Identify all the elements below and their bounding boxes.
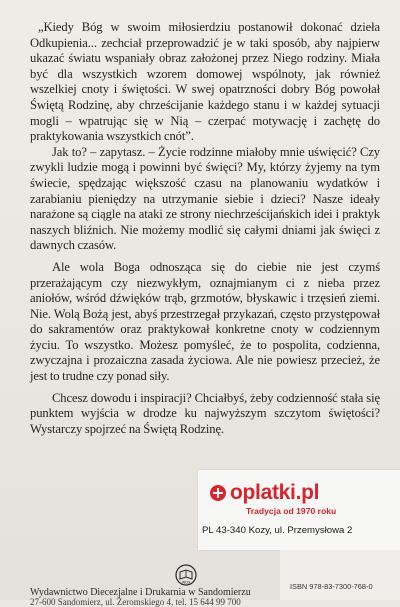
paragraph-quote: „Kiedy Bóg w swoim miłosierdziu postanowił dokonać dzieła Odkupienia... zechciał przeprowadzić je w taki sposób, aby najpierw ukazać światu wspaniały obraz założonej przez Niego rodziny. Miała być dla wszystkich wzorem domowej wspólnoty, jak również wszelkiej cnoty i świętości. W swej opatrzności dobry Bóg powołał Świętą Rodzinę, aby chrześcijanie każdego stanu i w każdej sytuacji mogli – wpatrując się w Nią – czerpać motywację i zachętę do praktykowania wszystkich cnót”. [30,20,380,144]
barcode-area [280,550,400,600]
sticker-logo [210,482,400,504]
sticker-brand: oplatki.pl [230,481,320,504]
wds-book-logo-icon [175,564,197,586]
publisher-address: 27-600 Sandomierz, ul. Żeromskiego 4, tel. 15 644 99 700 [30,597,241,607]
sticker-address: PL 43-340 Kozy, ul. Przemysłowa 2 [202,525,353,536]
body-text [30,20,380,437]
shop-sticker [198,470,400,550]
paragraph-inspiration: Chcesz dowodu i inspiracji? Chciałbyś, żeby codzienność stała się punktem wyjścia w drodze ku najwyższym szczytom świętości? Wystarczy spojrzeć na Świętą Rodzinę. [30,390,380,436]
sticker-tagline: Tradycja od 1970 roku [246,506,337,516]
paragraph-question: Jak to? – zapytasz. – Życie rodzinne miałoby mnie uświęcić? Czy zwykli ludzie mogą i powinni być święci? My, którzy żyjemy na tym świecie, spędzając większość czasu na planowaniu wydatków i zarabianiu pieniędzy na utrzymanie siebie i dzieci? Nasze ideały narażone są ciągle na ataki ze strony niechrześcijańskich idei i praktyk naszych bliźnich. Nie możemy modlić się całymi dniami jak święci z dawnych czasów. [30,144,380,253]
publisher-name: Wydawnictwo Diecezjalne i Drukarnia w Sandomierzu [30,587,251,598]
publisher-logo-text: WDS [181,580,191,585]
isbn-number: ISBN 978-83-7300-768-0 [290,582,373,591]
paragraph-will-of-god: Ale wola Boga odnosząca się do ciebie nie jest czymś przerażającym czy niezwykłym, oznajmianym ci z nieba przez aniołów, wśród dźwięków trąb, grzmotów, błyskawic i trzęsień ziemi. Nie. Wolą Bożą jest, abyś przestrzegał przykazań, często przystępował do sakramentów oraz praktykował konkretne cnoty w codziennym życiu. To wszystko. Możesz pomyśleć, że to pospolita, codzienna, zwyczajna i prozaiczna zasada życiowa. Ale nie powiesz przecież, że jest to trudne czy ponad siły. [30,259,380,384]
red-cross-circle-icon [210,485,226,501]
